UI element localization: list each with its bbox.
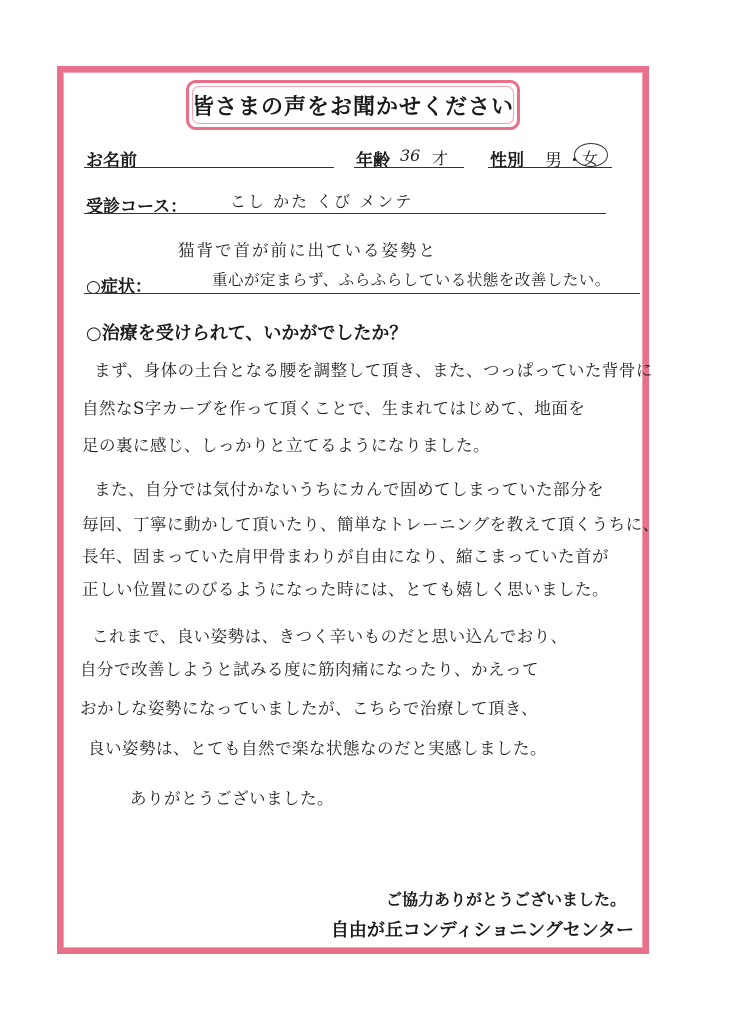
age-value: 36 [400, 146, 421, 165]
course-label: 受診コース： [86, 197, 188, 217]
form-title: 皆さまの声をお聞かせください [191, 94, 514, 120]
answer-line: 正しい位置にのびるようになった時には、とても嬉しく思いました。 [82, 580, 609, 599]
gender-label: 性別 [490, 151, 524, 171]
age-underline [354, 167, 464, 168]
answer-line: これまで、良い姿勢は、きつく辛いものだと思い込んでおり、 [92, 627, 568, 646]
answer-line: また、自分では気付かないうちにカんで固めてしまっていた部分を [94, 480, 604, 499]
gender-male: 男 [545, 151, 562, 171]
footer-center-name: 自由が丘コンディショニングセンター [330, 920, 634, 941]
footer-thanks: ご協力ありがとうございました。 [385, 890, 626, 909]
answer-line: 良い姿勢は、とても自然で楽な状態なのだと実感しました。 [88, 739, 547, 758]
answer-line: おかしな姿勢になっていましたが、こちらで治療して頂き、 [80, 699, 539, 718]
course-underline [84, 213, 606, 214]
name-underline [84, 167, 334, 168]
gender-underline [488, 167, 612, 168]
gender-female: 女 [582, 149, 599, 168]
symptom-line-2: 重心が定まらず、ふらふらしている状態を改善したい。 [212, 271, 611, 289]
answer-line: 長年、固まっていた肩甲骨まわりが自由になり、縮こまっていた首が [82, 547, 609, 566]
answer-line: ありがとうございました。 [130, 789, 334, 808]
symptom-underline [84, 293, 640, 294]
question-heading: ○治療を受けられて、いかがでしたか？ [86, 323, 408, 344]
answer-line: まず、身体の土台となる腰を調整して頂き、また、つっぱっていた背骨に [94, 361, 653, 380]
course-value: こし かた くび メンテ [230, 192, 414, 211]
answer-line: 自然なS字カーブを作って頂くことで、生まれてはじめて、地面を [82, 399, 586, 418]
answer-line: 足の裏に感じ、しっかりと立てるようになりました。 [82, 436, 490, 455]
name-label: お名前 [86, 151, 137, 171]
answer-line: 自分で改善しようと試みる度に筋肉痛になったり、かえって [80, 660, 539, 679]
symptom-label: ○症状： [86, 277, 152, 297]
gender-female-circle [574, 143, 608, 167]
symptom-line-1: 猫背で首が前に出ている姿勢と [178, 241, 437, 260]
age-label: 年齢 [356, 151, 390, 171]
answer-line: 毎回、丁寧に動かして頂いたり、簡単なトレーニングを教えて頂くうちに、 [82, 515, 660, 534]
gender-separator: ・ [566, 151, 583, 171]
age-unit: 才 [432, 149, 449, 168]
title-box [186, 80, 520, 130]
